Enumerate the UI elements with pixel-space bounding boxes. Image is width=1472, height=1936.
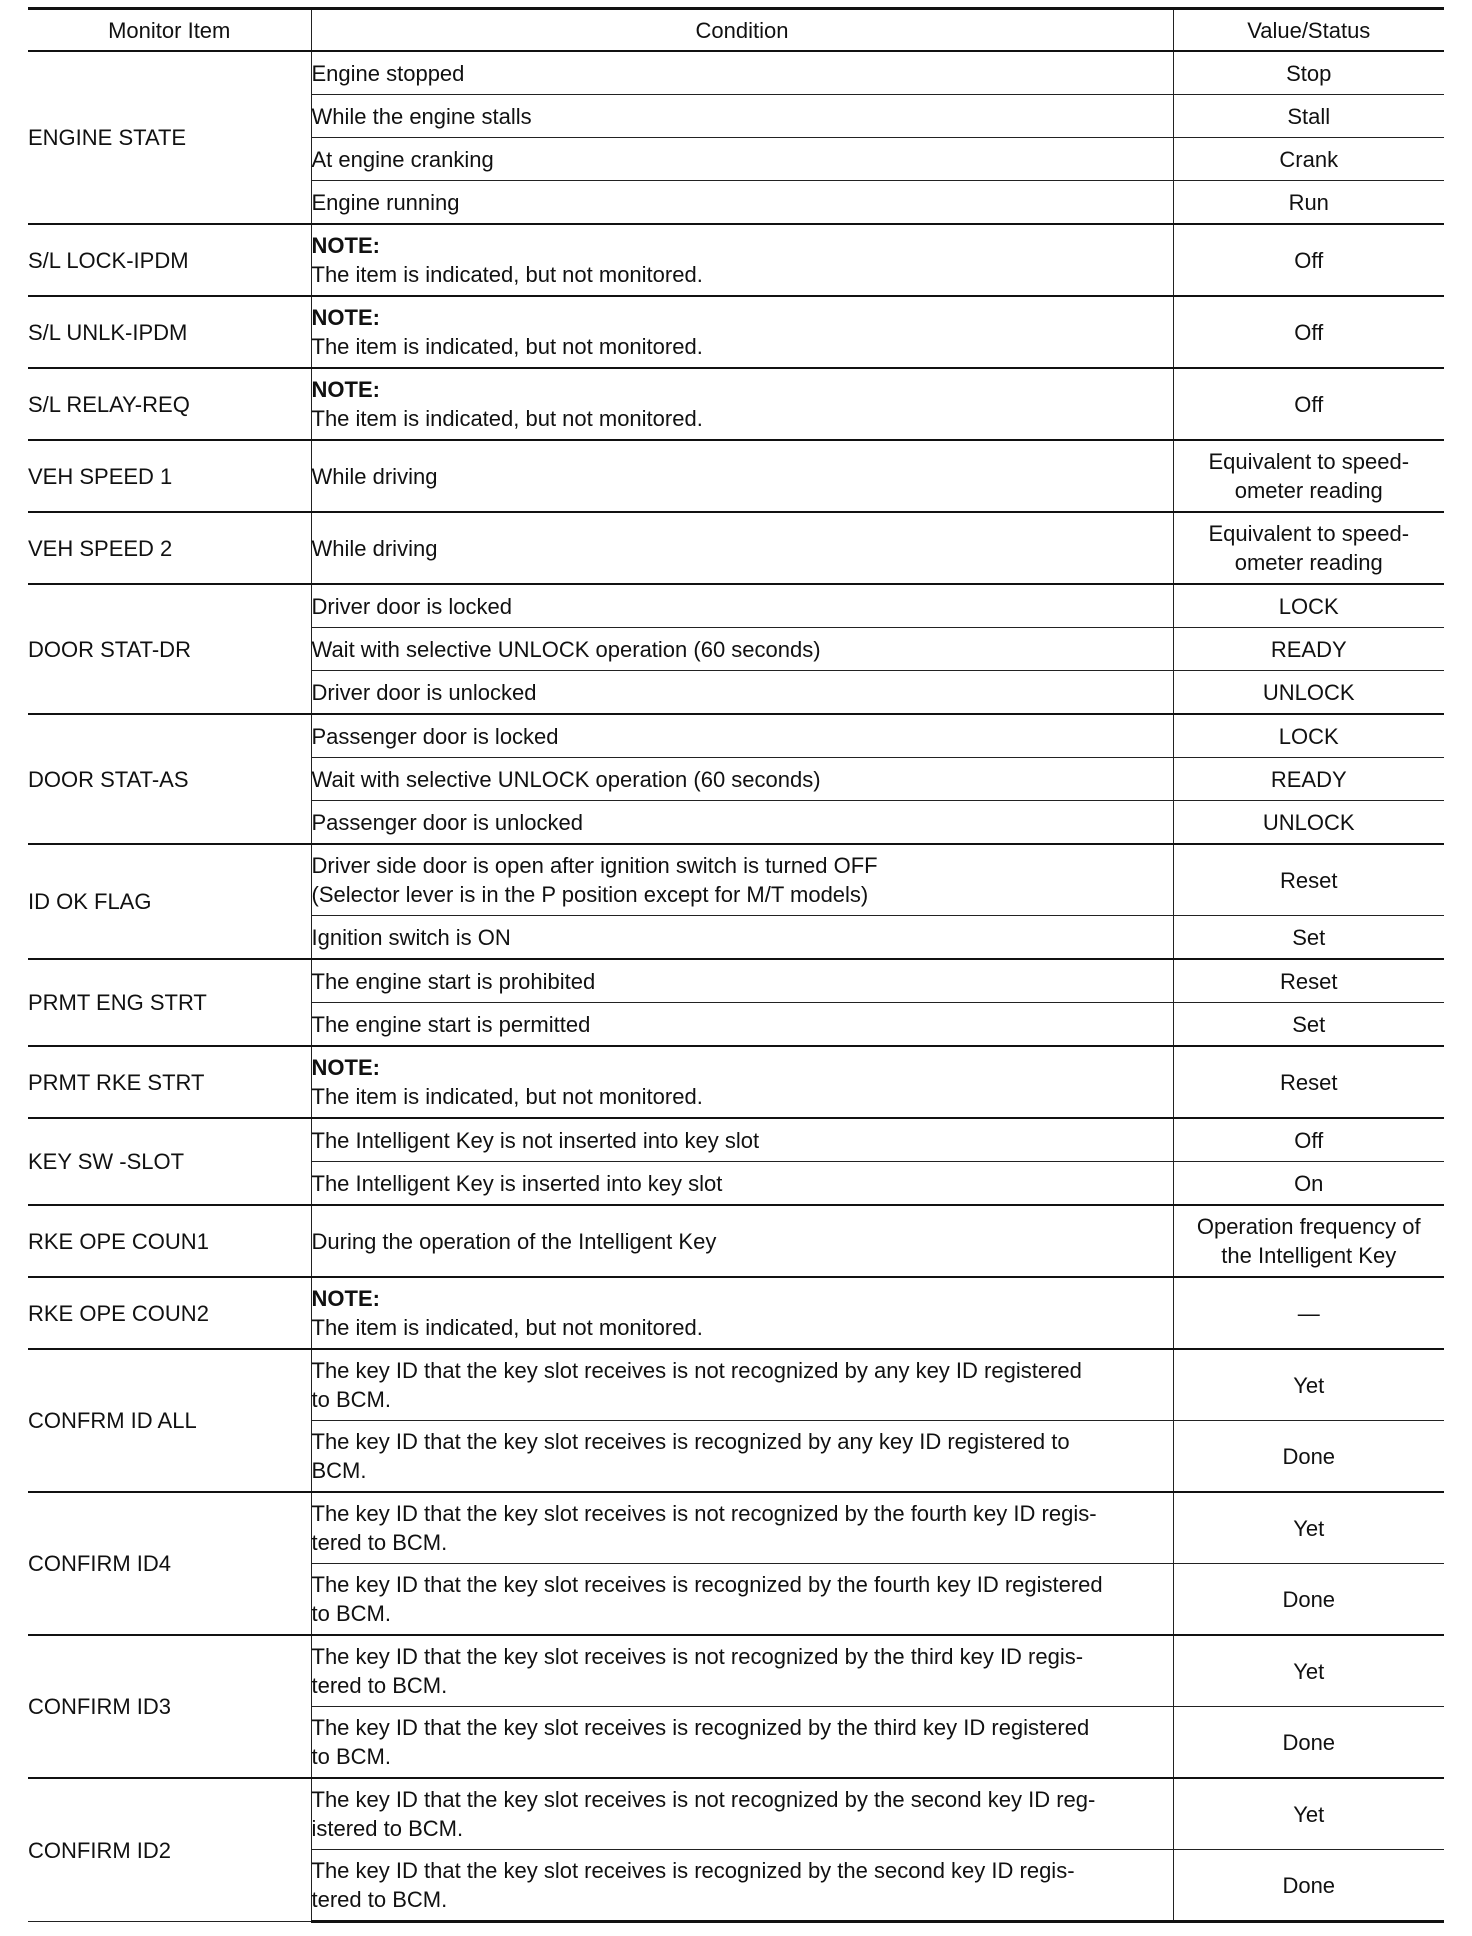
value-status-cell: READY <box>1173 628 1444 671</box>
condition-cell <box>311 916 1173 960</box>
table-row <box>28 1492 1444 1564</box>
condition-text: Passenger door is unlocked <box>311 809 583 835</box>
condition-text: The engine start is prohibited <box>311 968 596 994</box>
condition-cell <box>311 296 1173 368</box>
condition-text: Passenger door is locked <box>311 723 559 749</box>
condition-text: The Intelligent Key is inserted into key slot <box>311 1170 723 1196</box>
header-monitor-item: Monitor Item <box>28 9 311 52</box>
monitor-item-table <box>28 7 1444 1923</box>
table-row <box>28 51 1444 95</box>
value-status-cell: Off <box>1173 296 1444 368</box>
table-row <box>28 714 1444 758</box>
value-status-cell: Set <box>1173 916 1444 960</box>
table-row <box>28 296 1444 368</box>
value-status-cell: Reset <box>1173 1046 1444 1118</box>
table-row <box>28 368 1444 440</box>
condition-cell <box>311 1046 1173 1118</box>
condition-cell <box>311 1162 1173 1206</box>
value-status-cell: LOCK <box>1173 584 1444 628</box>
condition-text: The key ID that the key slot receives is recognized by the fourth key ID registered to BCM. <box>311 1572 1103 1626</box>
table-row <box>28 584 1444 628</box>
condition-cell <box>311 758 1173 801</box>
value-status-cell: On <box>1173 1162 1444 1206</box>
value-status-cell: Crank <box>1173 138 1444 181</box>
value-status-cell: Done <box>1173 1707 1444 1779</box>
table-row <box>28 224 1444 296</box>
table-row <box>28 1046 1444 1118</box>
condition-text: Driver side door is open after ignition switch is turned OFF (Selector lever is in the P position except for M/T models) <box>311 853 878 907</box>
condition-cell <box>311 1492 1173 1564</box>
table-body <box>28 51 1444 1922</box>
condition-cell <box>311 1349 1173 1421</box>
value-status-cell: UNLOCK <box>1173 801 1444 845</box>
condition-cell <box>311 1205 1173 1277</box>
table-row <box>28 1118 1444 1162</box>
value-status-cell: Done <box>1173 1421 1444 1493</box>
value-status-cell: Off <box>1173 224 1444 296</box>
value-status-cell: Equivalent to speed- ometer reading <box>1173 440 1444 512</box>
condition-text: The item is indicated, but not monitored. <box>311 406 703 431</box>
condition-text: The item is indicated, but not monitored. <box>311 334 703 359</box>
condition-text: At engine cranking <box>311 146 494 172</box>
monitor-item-cell: RKE OPE COUN2 <box>28 1277 311 1349</box>
condition-cell <box>311 844 1173 916</box>
note-label: NOTE: <box>311 1286 380 1311</box>
header-row <box>28 9 1444 52</box>
condition-text: The key ID that the key slot receives is not recognized by the third key ID regis- tered to BCM. <box>311 1644 1084 1698</box>
monitor-item-cell: S/L RELAY-REQ <box>28 368 311 440</box>
condition-text: The item is indicated, but not monitored. <box>311 1084 703 1109</box>
condition-cell <box>311 512 1173 584</box>
condition-text: While the engine stalls <box>311 103 532 129</box>
value-status-cell: UNLOCK <box>1173 671 1444 715</box>
condition-cell <box>311 1118 1173 1162</box>
table-row <box>28 1205 1444 1277</box>
condition-text: Driver door is locked <box>311 593 513 619</box>
value-status-cell: Set <box>1173 1003 1444 1047</box>
condition-cell <box>311 440 1173 512</box>
table-row <box>28 959 1444 1003</box>
condition-text: While driving <box>311 535 438 561</box>
monitor-item-cell: CONFIRM ID2 <box>28 1778 311 1922</box>
condition-text: The engine start is permitted <box>311 1011 591 1037</box>
monitor-item-cell: ENGINE STATE <box>28 51 311 224</box>
value-status-cell: Operation frequency of the Intelligent Key <box>1173 1205 1444 1277</box>
condition-text: The key ID that the key slot receives is not recognized by the second key ID reg- istered to BCM. <box>311 1787 1096 1841</box>
condition-text: During the operation of the Intelligent Key <box>311 1228 717 1254</box>
monitor-item-cell: VEH SPEED 1 <box>28 440 311 512</box>
condition-text: The key ID that the key slot receives is recognized by the second key ID regis- tered to BCM. <box>311 1858 1075 1912</box>
condition-text: While driving <box>311 463 438 489</box>
value-status-cell: Yet <box>1173 1635 1444 1707</box>
condition-cell <box>311 181 1173 225</box>
value-status-cell: — <box>1173 1277 1444 1349</box>
condition-cell <box>311 1707 1173 1779</box>
condition-cell <box>311 1277 1173 1349</box>
header-condition: Condition <box>311 9 1173 52</box>
condition-text: Engine stopped <box>311 60 465 86</box>
value-status-cell: Yet <box>1173 1349 1444 1421</box>
condition-text: The key ID that the key slot receives is not recognized by any key ID registered to BCM. <box>311 1358 1082 1412</box>
condition-text: Driver door is unlocked <box>311 679 537 705</box>
note-label: NOTE: <box>311 233 380 258</box>
header-value-status: Value/Status <box>1173 9 1444 52</box>
monitor-item-cell: RKE OPE COUN1 <box>28 1205 311 1277</box>
condition-cell <box>311 959 1173 1003</box>
condition-cell <box>311 1850 1173 1922</box>
value-status-cell: Done <box>1173 1850 1444 1922</box>
condition-cell <box>311 1564 1173 1636</box>
value-status-cell: Stall <box>1173 95 1444 138</box>
condition-cell <box>311 224 1173 296</box>
table-row <box>28 1778 1444 1850</box>
condition-text: Wait with selective UNLOCK operation (60 seconds) <box>311 636 821 662</box>
monitor-item-cell: PRMT ENG STRT <box>28 959 311 1046</box>
condition-text: Ignition switch is ON <box>311 924 511 950</box>
condition-cell <box>311 714 1173 758</box>
value-status-cell: Off <box>1173 1118 1444 1162</box>
monitor-item-cell: CONFIRM ID3 <box>28 1635 311 1778</box>
table-row <box>28 440 1444 512</box>
value-status-cell: Run <box>1173 181 1444 225</box>
condition-text: The key ID that the key slot receives is not recognized by the fourth key ID regis- tered to BCM. <box>311 1501 1097 1555</box>
condition-text: The item is indicated, but not monitored. <box>311 262 703 287</box>
note-label: NOTE: <box>311 377 380 402</box>
condition-cell <box>311 1778 1173 1850</box>
table-row <box>28 1635 1444 1707</box>
condition-cell <box>311 628 1173 671</box>
monitor-item-cell: DOOR STAT-AS <box>28 714 311 844</box>
note-label: NOTE: <box>311 1055 380 1080</box>
condition-cell <box>311 671 1173 715</box>
condition-cell <box>311 1635 1173 1707</box>
condition-text: Wait with selective UNLOCK operation (60 seconds) <box>311 766 821 792</box>
monitor-item-cell: S/L UNLK-IPDM <box>28 296 311 368</box>
condition-cell <box>311 584 1173 628</box>
monitor-item-cell: CONFIRM ID4 <box>28 1492 311 1635</box>
condition-cell <box>311 801 1173 845</box>
table-header <box>28 9 1444 52</box>
monitor-item-cell: S/L LOCK-IPDM <box>28 224 311 296</box>
value-status-cell: Off <box>1173 368 1444 440</box>
value-status-cell: Stop <box>1173 51 1444 95</box>
monitor-item-cell: KEY SW -SLOT <box>28 1118 311 1205</box>
monitor-item-cell: ID OK FLAG <box>28 844 311 959</box>
value-status-cell: Yet <box>1173 1778 1444 1850</box>
condition-cell <box>311 138 1173 181</box>
condition-cell <box>311 368 1173 440</box>
condition-cell <box>311 51 1173 95</box>
table-row <box>28 1277 1444 1349</box>
table-row <box>28 844 1444 916</box>
value-status-cell: Done <box>1173 1564 1444 1636</box>
monitor-item-cell: DOOR STAT-DR <box>28 584 311 714</box>
value-status-cell: Reset <box>1173 844 1444 916</box>
note-label: NOTE: <box>311 305 380 330</box>
condition-text: The key ID that the key slot receives is recognized by any key ID registered to BCM. <box>311 1429 1070 1483</box>
table-row <box>28 512 1444 584</box>
value-status-cell: Equivalent to speed- ometer reading <box>1173 512 1444 584</box>
table-row <box>28 1349 1444 1421</box>
condition-cell <box>311 1003 1173 1047</box>
condition-text: The key ID that the key slot receives is recognized by the third key ID registered to BCM. <box>311 1715 1090 1769</box>
monitor-item-cell: CONFRM ID ALL <box>28 1349 311 1492</box>
value-status-cell: Yet <box>1173 1492 1444 1564</box>
value-status-cell: Reset <box>1173 959 1444 1003</box>
condition-cell <box>311 95 1173 138</box>
value-status-cell: READY <box>1173 758 1444 801</box>
condition-text: The Intelligent Key is not inserted into key slot <box>311 1127 760 1153</box>
monitor-item-cell: PRMT RKE STRT <box>28 1046 311 1118</box>
condition-cell <box>311 1421 1173 1493</box>
condition-text: Engine running <box>311 189 460 215</box>
monitor-item-cell: VEH SPEED 2 <box>28 512 311 584</box>
value-status-cell: LOCK <box>1173 714 1444 758</box>
condition-text: The item is indicated, but not monitored. <box>311 1315 703 1340</box>
